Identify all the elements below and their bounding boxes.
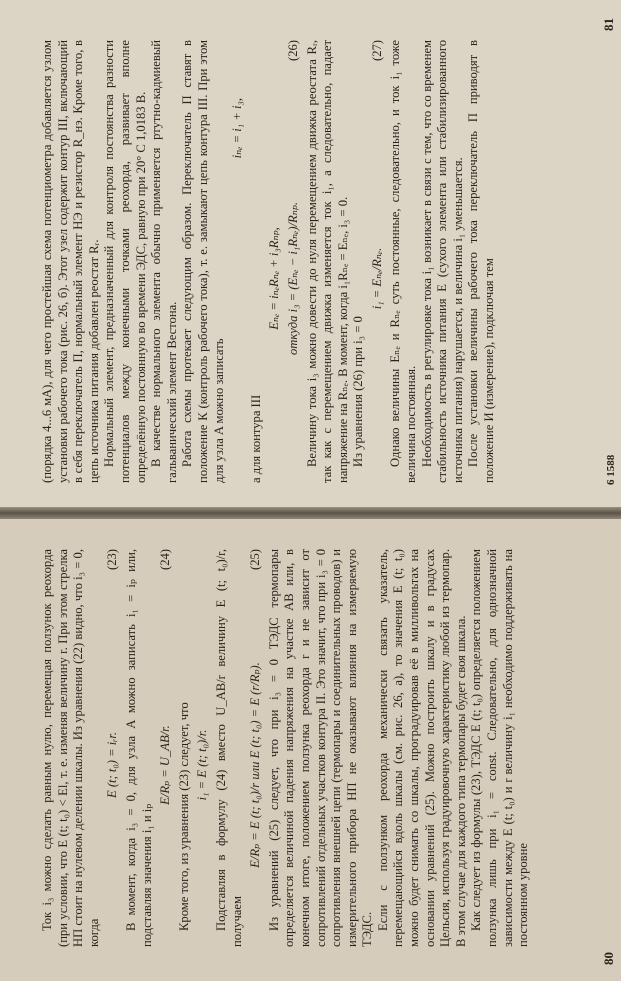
equation-number: (27) bbox=[369, 40, 384, 61]
paragraph: Как следует из формулы (23), ТЭДС E (t; t₀) определяется положением ползунка лишь при i₁ = const. Следовательно, для однозначной зависимости между E (t; t₀) и r величину i₁ необходимо поддерживать на постоянном уровне bbox=[469, 549, 531, 947]
paragraph: Подставляя в формулу (24) вместо U_AB/r величину E (t; t₀)/r, получаем bbox=[213, 549, 244, 947]
equation bbox=[105, 549, 121, 947]
paragraph: Однако величины Eₙₑ и Rₙₑ суть постоянные, следовательно, и ток i₁ тоже величина постоянная. bbox=[388, 40, 419, 483]
paragraph: Из уравнения (26) при i₃ = 0 bbox=[351, 316, 366, 467]
equation bbox=[267, 40, 283, 483]
equation-formula: E/Rₚ = E (t; t₀)/r или E (t; t₀) = E (r/Rₚ). bbox=[248, 662, 263, 868]
paragraph: Из уравнений (25) следует, что при i₃ = 0 ТЭДС термопары определяется величиной падения напряжения на участке AB или, в конечном итоге, положением ползунка реохорда r и не зависит от сопротивлений отдельных участков контура II. Это значит, что при i₃ = 0 сопротивления внешней цепи (термопары и соединительных проводов) и измерительного прибора НП не оказывают влияния на измеряемую ТЭДС. bbox=[266, 549, 375, 947]
equation bbox=[158, 549, 174, 947]
equation-number: (23) bbox=[105, 549, 120, 570]
equation-number: (25) bbox=[248, 549, 263, 570]
paragraph: Ток i₃ можно сделать равным нулю, перемещая ползунок реохорда (при условии, что E (t; t₀) < El, т. е. изменяя величину r. При этом стрелка НП стоит на нулевом делении шкалы. Из уравнения (22) видно, что i₃ = 0, когда bbox=[40, 549, 101, 947]
paragraph: Если с ползунком реохорда механически связать указатель, перемещающийся вдоль шкалы (см. рис. 26, a), то значения E (t; t₀) можно будет снимать со шкалы, проградуировав её в милливольтах на основании уравнений (25). Можно построить шкалу и в градусах Цельсия, используя градуировочную характеристику любой из термопар. В этом случае для каждого типа термопары будет своя шкала. bbox=[375, 549, 468, 947]
equation bbox=[248, 549, 264, 947]
paragraph: Кроме того, из уравнения (23) следует, что bbox=[176, 702, 191, 931]
equation-formula: iₙₑ = i₁ + i₃, bbox=[230, 98, 245, 159]
equation-number: (24) bbox=[158, 549, 173, 570]
paragraph: (порядка 4...6 мА), для чего простейшая схема потенциометра добавляется узлом установки рабочего тока (рис. 26, б). Этот узел содержит контур III, включающий в себя переключатель П, нормальный элемент НЭ и резистор R_нэ. Кроме того, в цепь источника питания добавлен реостат Rᵣ. bbox=[40, 40, 101, 483]
equation-formula: Eₙₑ = iₙₑRₙₑ + i₃Rₙₚ, bbox=[267, 227, 282, 330]
left-page-text bbox=[40, 549, 532, 947]
paragraph: Величину тока i₃ можно довести до нуля перемещением движка реостата Rᵣ, так как с перемещением движка изменяется ток i₁, а следовательно, падает напряжение на Rₙₑ. В момент, когда i₁Rₙₑ = Eₙₑ, i₃ = 0. bbox=[304, 40, 350, 483]
paragraph: В момент, когда i₃ = 0, для узла A можно записать i₁ = iₚ или, подставляя значения i₁ и iₚ bbox=[123, 549, 154, 947]
equation-formula: E/Rₚ = U_AB/r. bbox=[158, 725, 173, 805]
equation-formula: E (t; t₀) = iᵣr. bbox=[105, 732, 120, 798]
equation bbox=[195, 549, 211, 947]
paragraph: После установки величины рабочего тока переключатель П приводят в положение И (измерение), подключая тем bbox=[466, 40, 497, 483]
equation bbox=[230, 40, 246, 483]
paragraph: а для контура III bbox=[248, 394, 263, 483]
equation-formula: i₁ = Eₙₑ/Rₙₑ. bbox=[369, 247, 384, 310]
equation-number: (26) bbox=[285, 40, 300, 61]
paragraph: Нормальный элемент, предназначенный для контроля постоянства разности потенциалов между конечными точками реохорда, развивает вполне определённую постоянную во времени ЭДС, равную при 20° C 1,0183 В. bbox=[102, 40, 148, 483]
right-page-text bbox=[40, 40, 498, 483]
equation-formula: i₁ = E (t; t₀)/r. bbox=[195, 729, 210, 801]
paragraph: Необходимость в регулировке тока i₁ возникает в связи с тем, что со временем стабильность источника питания E (сухого элемента или стабилизированного источника питания) нарушается, и величина i₁ уменьшается. bbox=[419, 40, 465, 483]
paragraph: Работа схемы протекает следующим образом. Переключатель П ставят в положение К (контроль рабочего тока), т. е. замыкают цепь контура III. При этом для узла A можно записать bbox=[180, 40, 226, 483]
page-number-right: 81 bbox=[601, 18, 616, 31]
equation-formula: откуда i₃ = (Eₙₑ − i₁Rₙₑ)/Rₙₚ. bbox=[285, 201, 300, 356]
equation bbox=[370, 40, 386, 483]
page-number-left: 80 bbox=[601, 952, 616, 965]
printer-signature: 6 1588 bbox=[605, 454, 617, 485]
equation bbox=[286, 40, 302, 483]
book-gutter bbox=[0, 507, 621, 519]
paragraph: В качестве нормального элемента обычно применяется ртутно-кадмиевый гальванический элемент Вестона. bbox=[149, 40, 179, 483]
left-page bbox=[0, 519, 621, 981]
